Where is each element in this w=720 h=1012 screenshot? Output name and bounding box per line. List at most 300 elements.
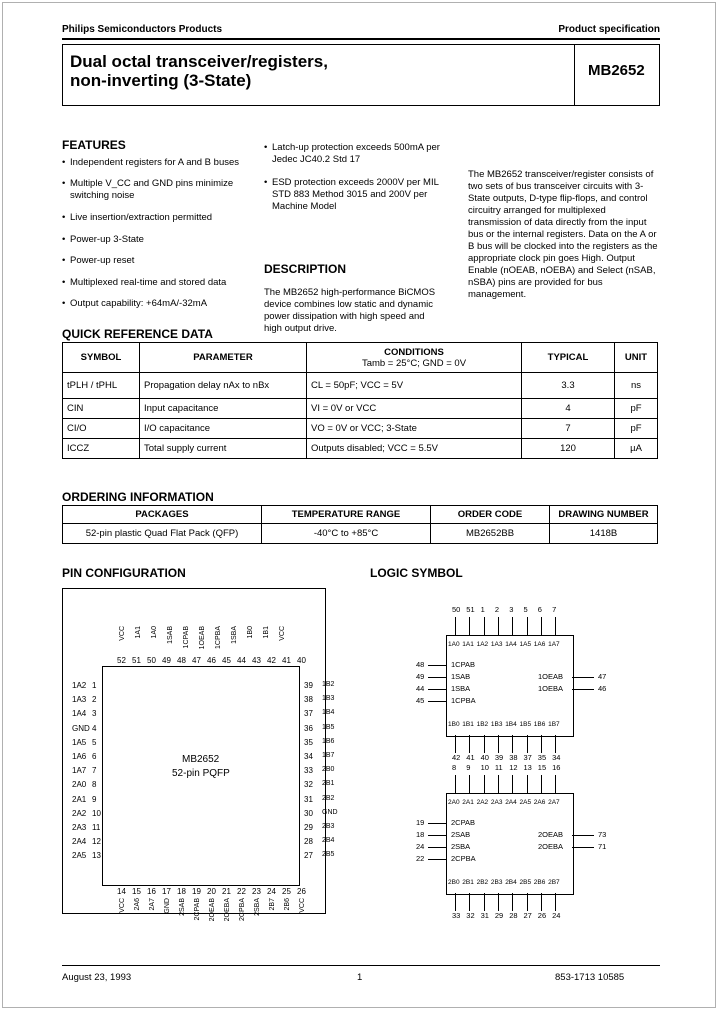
pin-label: VCC [119,626,126,641]
ls-pin-label: 1B6 [533,721,546,728]
ls-pin-label: 1B4 [505,721,517,728]
ls-pin-label: 2A2 [476,799,489,806]
quick-ref-table [62,342,658,459]
ls-pin-line [428,665,446,666]
pin-label: 1B5 [322,723,335,731]
ls-pin-number: 33 [452,911,461,920]
pin-number: 45 [222,656,231,665]
pin-number: 7 [92,766,97,776]
pin-number: 36 [304,723,313,733]
title-line-2: non-inverting (3-State) [70,71,252,90]
ls-pin-label: 1A5 [519,641,532,648]
ls-ctrl-label: 2CPAB [451,818,476,827]
pin-number: 38 [304,695,313,705]
ls-pin-number: 3 [509,605,514,614]
ls-ctrl-label: 2CPBA [451,854,476,863]
table-row [63,399,658,419]
pin-label: 2OEAB [209,898,216,922]
ls-pin-line [498,775,499,793]
ls-ctrl-label: 1SBA [451,684,471,693]
ls-pin-label: 1B5 [519,721,532,728]
ls-pin-label: 2B1 [462,879,474,886]
cell-symbol: CIN [63,399,140,419]
pin-label: 2B4 [322,837,335,845]
document-title [70,52,328,90]
footer-date: August 23, 1993 [62,972,132,983]
ls-ctrl-number: 71 [598,842,607,851]
pin-number: 32 [304,780,313,790]
ls-ctrl-number: 19 [416,818,425,827]
pin-number: 15 [132,887,141,896]
feature-item: • Latch-up protection exceeds 500mA per Jedec JC40.2 Std 17 [264,142,440,165]
ls-pin-line [527,617,528,635]
ls-pin-line [484,617,485,635]
pin-number: 35 [304,737,313,747]
pin-number: 26 [297,887,306,896]
ls-pin-number: 6 [537,605,542,614]
ls-pin-line [512,775,513,793]
pin-label: GND [322,808,338,816]
pin-number: 34 [304,752,313,761]
ls-pin-line [541,617,542,635]
ls-pin-line [572,677,594,678]
cell-symbol: ICCZ [63,439,140,459]
pin-number: 23 [252,887,261,896]
pin-label: 1CPBA [215,626,222,649]
pin-label: 1A7 [72,766,87,776]
pin-label: 2SBA [254,898,261,916]
pin-label: 2B0 [322,766,335,774]
pin-label: 2A5 [72,851,87,861]
ls-pin-line [498,735,499,753]
feature-item: • Power-up reset [62,255,135,266]
ls-ctrl-number: 44 [416,684,425,693]
pin-number: 1 [92,681,97,690]
pin-number: 12 [92,837,101,847]
pin-label: 2A3 [72,823,87,832]
ls-pin-line [498,893,499,911]
ls-ctrl-number: 24 [416,842,425,851]
pin-number: 30 [304,808,313,818]
ls-pin-number: 42 [452,753,461,762]
ls-pin-line [428,847,446,848]
feature-item: • Live insertion/extraction permitted [62,212,213,223]
ls-pin-number: 15 [537,763,547,772]
pin-config-heading: PIN CONFIGURATION [62,566,186,580]
ls-pin-number: 12 [509,763,518,772]
ls-pin-line [541,775,542,793]
ls-pin-label: 2B5 [519,879,532,886]
pin-label: 2OEBA [224,898,231,922]
pin-number: 43 [252,656,261,665]
cell-unit: µA [615,439,658,459]
ls-pin-number: 13 [523,763,532,772]
ls-ctrl-label: 1SAB [451,672,471,681]
ls-pin-line [428,859,446,860]
ls-pin-number: 50 [452,605,461,614]
footer-page: 1 [357,972,363,983]
pin-number: 25 [282,887,291,896]
col-order-code: ORDER CODE [431,506,550,524]
ls-pin-line [555,617,556,635]
ls-pin-label: 1B1 [462,721,474,728]
ls-pin-number: 1 [480,605,485,614]
pin-number: 48 [177,656,186,665]
cell-conditions: Outputs disabled; VCC = 5.5V [307,439,522,459]
pin-number: 33 [304,766,313,776]
pin-number: 8 [92,780,97,790]
pin-label: 1A3 [72,695,87,705]
pin-number: 40 [297,656,306,665]
ls-pin-number: 27 [523,911,532,920]
pin-label: 2CPBA [239,898,246,921]
pin-number: 49 [162,656,171,665]
ls-ctrl-label: 2OEBA [538,842,564,851]
pin-number: 31 [304,794,313,804]
ls-pin-label: 1A7 [548,641,560,648]
pin-label: VCC [119,898,126,913]
ls-pin-line [498,617,499,635]
ls-pin-line [527,893,528,911]
pin-number: 37 [304,709,313,719]
ls-pin-label: 1B7 [548,721,560,728]
ls-pin-number: 16 [552,763,561,772]
ls-pin-line [572,847,594,848]
ls-pin-line [555,775,556,793]
ls-pin-line [541,735,542,753]
pin-label: 2B2 [322,794,335,802]
col-temperature: TEMPERATURE RANGE [262,506,431,524]
feature-item: • Independent registers for A and B buses [62,157,240,168]
pin-label: 1SAB [167,626,174,644]
ls-pin-label: 2A7 [548,799,560,806]
pin-label: 1B3 [322,695,335,703]
cell-unit: pF [615,399,658,419]
ls-pin-number: 8 [452,763,457,772]
ls-pin-line [527,775,528,793]
pin-label: 2B7 [269,898,276,911]
cell-temperature: -40°C to +85°C [262,524,431,544]
feature-item: • Output capability: +64mA/-32mA [62,298,208,309]
feature-item: • ESD protection exceeds 2000V per MIL STD 883 Method 3015 and 200V per Machine Model [264,177,439,212]
pin-label: 1SBA [231,626,238,644]
ls-pin-label: 1A3 [490,641,503,648]
table-row [63,524,658,544]
ls-pin-line [428,701,446,702]
ls-pin-line [428,835,446,836]
cell-parameter: Input capacitance [140,399,307,419]
pin-label: GND [164,898,171,914]
pin-number: 5 [92,737,97,747]
header-rule [62,38,660,40]
ls-ctrl-number: 73 [598,830,607,839]
ls-pin-label: 2B4 [505,879,517,886]
ls-ctrl-number: 48 [416,660,425,669]
ls-pin-label: 2B7 [548,879,560,886]
pin-number: 17 [162,887,171,896]
ls-pin-line [469,775,470,793]
table-header-row [63,343,658,373]
ls-pin-line [484,893,485,911]
ls-ctrl-number: 45 [416,696,425,705]
pin-label: 1CPAB [183,626,190,649]
col-drawing-number: DRAWING NUMBER [550,506,658,524]
pin-label: 2A4 [72,837,87,847]
cell-conditions: VO = 0V or VCC; 3-State [307,419,522,439]
logic-symbol-heading: LOGIC SYMBOL [370,566,463,580]
pin-number: 41 [282,656,291,665]
pin-label: 1B6 [322,737,335,745]
table-row [63,439,658,459]
pin-label: 2B3 [322,823,335,830]
ls-pin-number: 11 [494,763,503,772]
ls-pin-label: 1A1 [462,641,474,648]
ls-pin-line [555,893,556,911]
pin-number: 19 [192,887,201,896]
part-number: MB2652 [588,62,645,79]
pin-chip-package: 52-pin PQFP [172,768,230,779]
cell-parameter: Total supply current [140,439,307,459]
ls-pin-line [512,893,513,911]
description-heading: DESCRIPTION [264,262,347,276]
description-para-1: The MB2652 high-performance BiCMOS device combines low static and dynamic power dissipation with high speed and high output drive. [264,287,436,334]
ls-pin-number: 40 [480,753,489,762]
ls-pin-number: 31 [480,911,489,920]
ls-pin-line [469,893,470,911]
ls-pin-line [455,735,456,753]
pin-number: 2 [92,695,97,705]
pin-label: 2A0 [72,780,87,790]
table-row [63,419,658,439]
pin-label: 2B6 [284,898,291,911]
ls-pin-label: 2B0 [448,879,460,886]
ls-pin-line [512,735,513,753]
pin-label: 2A6 [134,898,141,911]
ls-pin-label: 1A0 [448,641,460,648]
col-packages: PACKAGES [63,506,262,524]
company-name: Philips Semiconductors Products [62,24,223,35]
ordering-table [62,505,658,544]
ls-pin-line [455,775,456,793]
ls-ctrl-number: 47 [598,672,607,681]
pin-number: 10 [92,808,101,818]
pin-label: VCC [279,626,286,641]
ls-pin-line [572,689,594,690]
features-heading: FEATURES [62,138,126,152]
ls-pin-line [428,823,446,824]
ls-pin-label: 2B6 [533,879,546,886]
pin-number: 22 [237,887,246,896]
pin-label: 2SAB [179,898,186,916]
ls-ctrl-label: 1OEBA [538,684,564,693]
ls-pin-line [484,775,485,793]
ls-pin-number: 10 [480,763,489,772]
pin-label: 2B1 [322,780,335,788]
pin-number: 29 [304,823,313,832]
pin-label: 1B1 [263,626,270,639]
table-row [63,373,658,399]
ls-pin-number: 5 [523,605,528,614]
quick-ref-heading: QUICK REFERENCE DATA [62,327,213,341]
description-para-2: The MB2652 transceiver/register consists of two sets of bus transceiver circuits with 3-State outputs, D-type flip-flops, and control circuitry arranged for multiplexed transmission of data directly from the input bus or the internal registers. Data on the A or B bus will be clocked into the registers as the appropriate clock pin goes High. Output Enable (nOEAB, nOEBA) and Select (nSAB, nSBA) pins are provided for bus management. [468,169,658,300]
cell-symbol: CI/O [63,419,140,439]
pin-number: 13 [92,851,101,861]
col-unit: UNIT [615,343,658,373]
table-header-row [63,506,658,524]
pin-label: 1A5 [72,737,87,747]
pin-label: 2A7 [149,898,156,911]
ls-pin-line [455,617,456,635]
pin-number: 24 [267,887,276,896]
ls-pin-number: 28 [509,911,518,920]
ls-ctrl-label: 1OEAB [538,672,564,681]
footer-doc-code: 853-1713 10585 [555,972,625,983]
pin-label: VCC [299,898,306,913]
ls-ctrl-label: 1CPAB [451,660,476,669]
pin-number: 11 [92,823,101,832]
pin-label: 2A1 [72,794,87,804]
ls-pin-number: 34 [552,753,561,762]
ls-ctrl-label: 2OEAB [538,830,564,839]
ls-pin-label: 2A0 [448,799,460,806]
pin-label: 1B0 [247,626,254,639]
cell-conditions: VI = 0V or VCC [307,399,522,419]
ls-pin-line [455,893,456,911]
pin-number: 20 [207,887,216,896]
feature-item: • Multiplexed real-time and stored data [62,277,227,288]
pin-label: GND [72,723,90,733]
pin-number: 4 [92,723,97,733]
ls-pin-label: 2A5 [519,799,532,806]
col-conditions: CONDITIONS Tamb = 25°C; GND = 0V [307,343,522,373]
ls-pin-line [484,735,485,753]
ls-pin-line [512,617,513,635]
pin-chip-name: MB2652 [182,754,220,765]
cell-parameter: Propagation delay nAx to nBx [140,373,307,399]
cell-unit: ns [615,373,658,399]
cell-package: 52-pin plastic Quad Flat Pack (QFP) [63,524,262,544]
ls-pin-label: 2A3 [490,799,503,806]
ls-pin-line [541,893,542,911]
feature-item: • Power-up 3-State [62,234,144,245]
cell-symbol: tPLH / tPHL [63,373,140,399]
pin-label: 2B5 [322,851,335,859]
cell-typical: 3.3 [522,373,615,399]
ls-pin-number: 39 [494,753,504,762]
document-type: Product specification [558,24,660,35]
col-parameter: PARAMETER [140,343,307,373]
ls-pin-label: 1A2 [476,641,489,648]
ls-ctrl-label: 1CPBA [451,696,476,705]
pin-number: 18 [177,887,186,896]
pin-label: 1A2 [72,681,87,690]
pin-number: 52 [117,656,126,665]
pin-number: 27 [304,851,313,861]
pin-number: 14 [117,887,126,896]
cell-unit: pF [615,419,658,439]
ls-pin-label: 1A6 [533,641,546,648]
ls-pin-line [428,689,446,690]
ls-pin-line [555,735,556,753]
cell-typical: 7 [522,419,615,439]
ls-pin-number: 29 [494,911,504,920]
ls-pin-number: 41 [466,753,475,762]
ls-ctrl-number: 22 [416,854,425,863]
pin-number: 21 [222,887,231,896]
ls-pin-label: 1B0 [448,721,460,728]
ls-ctrl-number: 49 [416,672,425,681]
pin-number: 44 [237,656,246,665]
ls-pin-label: 2B3 [490,879,503,886]
ls-ctrl-label: 2SBA [451,842,471,851]
ordering-heading: ORDERING INFORMATION [62,490,214,504]
pin-label: 2A2 [72,808,87,818]
ls-pin-label: 1B2 [476,721,489,728]
ls-pin-line [469,735,470,753]
ls-pin-line [469,617,470,635]
cell-drawing-number: 1418B [550,524,658,544]
cell-typical: 120 [522,439,615,459]
pin-number: 28 [304,837,313,847]
pin-label: 1OEAB [199,626,206,650]
feature-item: • Multiple V_CC and GND pins minimize switching noise [62,178,234,201]
pin-label: 1B2 [322,681,335,688]
title-divider [574,44,575,105]
cell-parameter: I/O capacitance [140,419,307,439]
ls-ctrl-number: 18 [416,830,425,839]
ls-ctrl-label: 2SAB [451,830,471,839]
pin-number: 50 [147,656,156,665]
ls-pin-line [428,677,446,678]
ls-pin-number: 2 [494,605,500,614]
pin-label: 2CPAB [194,898,201,921]
col-symbol: SYMBOL [63,343,140,373]
ls-pin-number: 7 [552,605,557,614]
ls-pin-line [527,735,528,753]
col-typical: TYPICAL [522,343,615,373]
ls-ctrl-number: 46 [598,684,607,693]
cell-order-code: MB2652BB [431,524,550,544]
pin-number: 16 [147,887,156,896]
ls-pin-number: 38 [509,753,518,762]
pin-label: 1A4 [72,709,87,719]
pin-label: 1A0 [151,626,158,639]
pin-number: 9 [92,794,97,804]
cell-typical: 4 [522,399,615,419]
ls-pin-number: 37 [523,753,532,762]
ls-pin-number: 24 [552,911,561,920]
ls-pin-label: 2A4 [505,799,517,806]
pin-number: 39 [304,681,313,690]
pin-number: 47 [192,656,201,665]
pin-label: 1A1 [135,626,142,639]
footer-rule [62,965,660,966]
pin-label: 1A6 [72,752,87,761]
ls-pin-number: 9 [466,763,471,772]
ls-pin-label: 1A4 [505,641,517,648]
cell-conditions: CL = 50pF; VCC = 5V [307,373,522,399]
ls-pin-label: 1B3 [490,721,503,728]
pin-number: 6 [92,752,97,761]
pin-label: 1B7 [322,752,335,759]
title-line-1: Dual octal transceiver/registers, [70,52,328,71]
ls-pin-number: 51 [466,605,475,614]
ls-pin-number: 26 [537,911,547,920]
ls-pin-number: 32 [466,911,475,920]
pin-number: 42 [267,656,276,665]
ls-pin-number: 35 [537,753,547,762]
ls-pin-line [572,835,594,836]
